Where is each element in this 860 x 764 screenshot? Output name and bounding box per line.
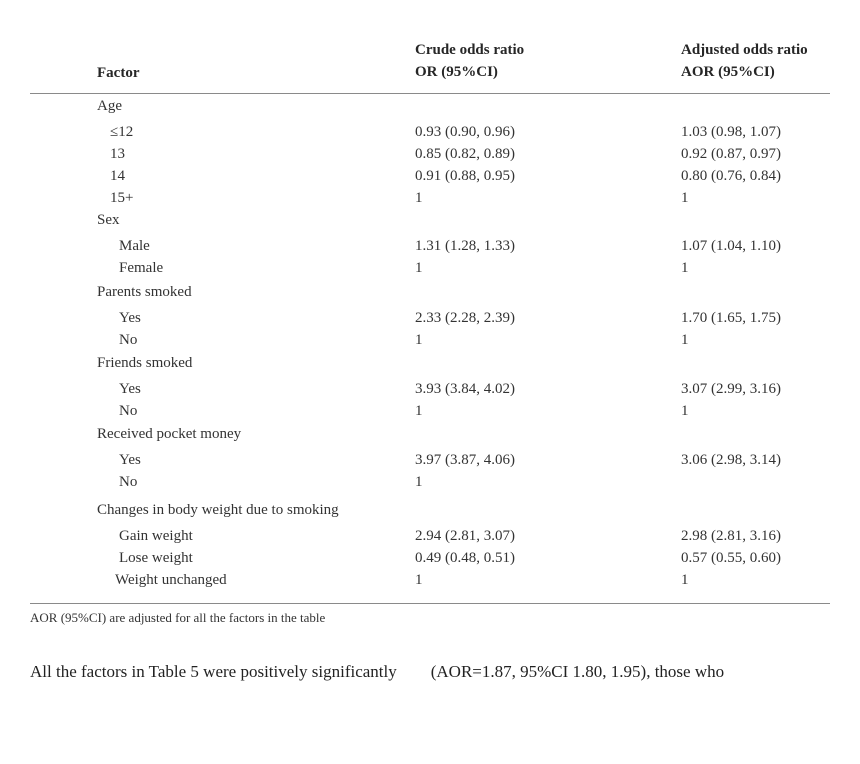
adjusted-or-header-line2: AOR (95%CI) bbox=[681, 64, 775, 80]
factor-level-label: 15+ bbox=[110, 190, 134, 206]
adjusted-or-cell: 1.03 (0.98, 1.07) bbox=[681, 124, 781, 140]
adjusted-or-cell: 1 bbox=[681, 572, 689, 588]
adjusted-or-cell: 1.07 (1.04, 1.10) bbox=[681, 238, 781, 254]
factor-level-label: No bbox=[119, 403, 138, 419]
adjusted-or-cell: 1.70 (1.65, 1.75) bbox=[681, 310, 781, 326]
factor-level-label: Male bbox=[119, 238, 150, 254]
crude-or-cell: 1 bbox=[415, 403, 423, 419]
factor-level-label: Yes bbox=[119, 310, 141, 326]
crude-or-cell: 0.93 (0.90, 0.96) bbox=[415, 124, 515, 140]
adjusted-or-header-line1: Adjusted odds ratio bbox=[681, 42, 808, 58]
crude-or-cell: 0.85 (0.82, 0.89) bbox=[415, 146, 515, 162]
crude-or-cell: 1 bbox=[415, 474, 423, 490]
crude-or-cell: 3.97 (3.87, 4.06) bbox=[415, 452, 515, 468]
crude-or-cell: 1 bbox=[415, 572, 423, 588]
factor-level-label: Female bbox=[119, 260, 164, 276]
crude-or-cell: 1.31 (1.28, 1.33) bbox=[415, 238, 515, 254]
table-footnote: AOR (95%CI) are adjusted for all the factors in the table bbox=[30, 610, 326, 625]
crude-or-cell: 1 bbox=[415, 260, 423, 276]
crude-or-header-line2: OR (95%CI) bbox=[415, 64, 498, 80]
adjusted-or-cell: 1 bbox=[681, 190, 689, 206]
factor-level-label: Gain weight bbox=[119, 528, 193, 544]
crude-or-cell: 2.94 (2.81, 3.07) bbox=[415, 528, 515, 544]
adjusted-or-cell: 0.80 (0.76, 0.84) bbox=[681, 168, 781, 184]
factor-category-label: Parents smoked bbox=[97, 284, 192, 300]
factor-category-label: Age bbox=[97, 98, 122, 114]
crude-or-cell: 0.91 (0.88, 0.95) bbox=[415, 168, 515, 184]
factor-category-label: Received pocket money bbox=[97, 426, 242, 442]
crude-or-cell: 1 bbox=[415, 190, 423, 206]
adjusted-or-cell: 1 bbox=[681, 332, 689, 348]
factor-level-label: Yes bbox=[119, 381, 141, 397]
factor-level-label: 14 bbox=[110, 168, 125, 184]
factor-category-label: Changes in body weight due to smoking bbox=[97, 502, 339, 518]
factor-level-label: ≤12 bbox=[110, 124, 134, 140]
crude-or-cell: 0.49 (0.48, 0.51) bbox=[415, 550, 515, 566]
factor-level-label: No bbox=[119, 332, 138, 348]
factor-level-label: Lose weight bbox=[119, 550, 193, 566]
adjusted-or-cell: 0.57 (0.55, 0.60) bbox=[681, 550, 781, 566]
adjusted-or-cell: 1 bbox=[681, 260, 689, 276]
factor-header: Factor bbox=[97, 65, 140, 81]
crude-or-cell: 1 bbox=[415, 332, 423, 348]
adjusted-or-cell: 0.92 (0.87, 0.97) bbox=[681, 146, 781, 162]
header-rule bbox=[30, 93, 830, 94]
crude-or-cell: 3.93 (3.84, 4.02) bbox=[415, 381, 515, 397]
crude-or-header-line1: Crude odds ratio bbox=[415, 42, 525, 58]
body-paragraph: All the factors in Table 5 were positively significantly (AOR=1.87, 95%CI 1.80, 1.95), those who bbox=[30, 662, 725, 681]
factor-category-label: Sex bbox=[97, 212, 120, 228]
factor-level-label: 13 bbox=[110, 146, 125, 162]
factor-category-label: Friends smoked bbox=[97, 355, 193, 371]
adjusted-or-cell: 2.98 (2.81, 3.16) bbox=[681, 528, 781, 544]
adjusted-or-cell: 3.06 (2.98, 3.14) bbox=[681, 452, 781, 468]
factor-level-label: No bbox=[119, 474, 138, 490]
factor-level-label: Weight unchanged bbox=[115, 572, 227, 588]
adjusted-or-cell: 3.07 (2.99, 3.16) bbox=[681, 381, 781, 397]
crude-or-cell: 2.33 (2.28, 2.39) bbox=[415, 310, 515, 326]
bottom-rule bbox=[30, 603, 830, 604]
factor-level-label: Yes bbox=[119, 452, 141, 468]
adjusted-or-cell: 1 bbox=[681, 403, 689, 419]
